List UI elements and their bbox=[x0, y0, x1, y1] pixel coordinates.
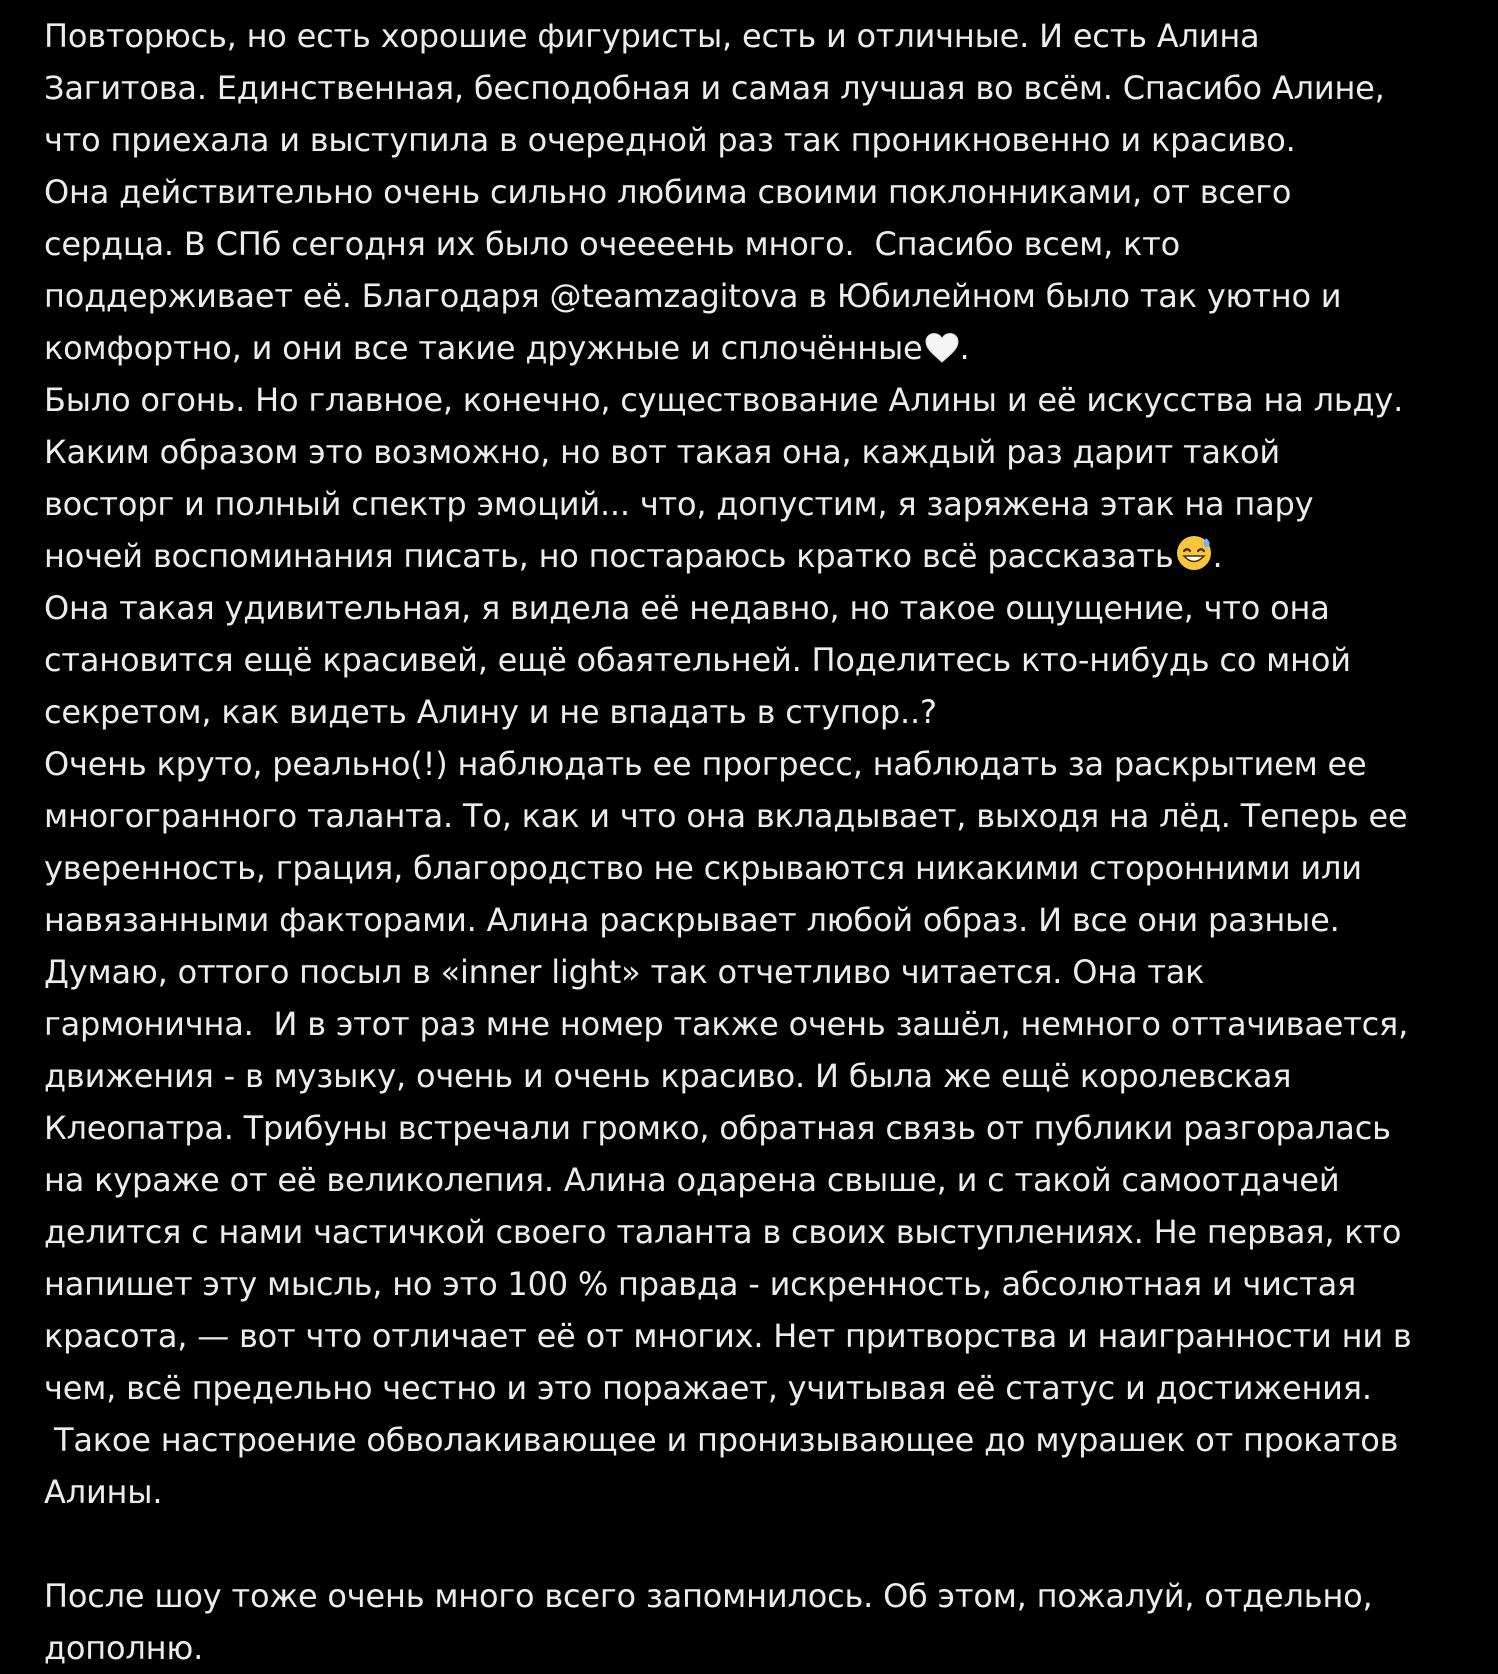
text-line-with-emoji bbox=[44, 530, 1464, 582]
text-segment: . bbox=[959, 329, 970, 367]
text-line: Алины. bbox=[44, 1473, 163, 1511]
text-line: делится с нами частичкой своего таланта в своих выступлениях. Не первая, кто bbox=[44, 1213, 1402, 1251]
text-line: Было огонь. Но главное, конечно, существование Алины и её искусства на льду. bbox=[44, 381, 1404, 419]
text-line: Клеопатра. Трибуны встречали громко, обратная связь от публики разгоралась bbox=[44, 1109, 1391, 1147]
text-line: уверенность, грация, благородство не скрываются никакими сторонними или bbox=[44, 849, 1362, 887]
text-line: движения - в музыку, очень и очень красиво. И была же ещё королевская bbox=[44, 1057, 1292, 1095]
white-heart-icon bbox=[924, 327, 960, 379]
text-line: Очень круто, реально(!) наблюдать ее прогресс, наблюдать за раскрытием ее bbox=[44, 745, 1367, 783]
text-segment: комфортно, и они все такие дружные и сплочённые bbox=[44, 329, 923, 367]
text-line: Такое настроение обволакивающее и пронизывающее до мурашек от прокатов bbox=[44, 1421, 1399, 1459]
text-line: Загитова. Единственная, бесподобная и самая лучшая во всём. Спасибо Алине, bbox=[44, 69, 1385, 107]
text-line: становится ещё красивей, ещё обаятельней. Поделитесь кто-нибудь со мной bbox=[44, 641, 1351, 679]
text-line: красота, — вот что отличает её от многих. Нет притворства и наигранности ни в bbox=[44, 1317, 1412, 1355]
text-line: После шоу тоже очень много всего запомнилось. Об этом, пожалуй, отдельно, bbox=[44, 1577, 1373, 1615]
text-segment: ночей воспоминания писать, но постараюсь кратко всё рассказать bbox=[44, 537, 1174, 575]
text-line: Она такая удивительная, я видела её недавно, но такое ощущение, что она bbox=[44, 589, 1330, 627]
note-text bbox=[44, 10, 1464, 1674]
text-line: дополню. bbox=[44, 1629, 204, 1667]
text-line: поддерживает её. Благодаря @teamzagitova в Юбилейном было так уютно и bbox=[44, 277, 1342, 315]
paragraph-gap bbox=[44, 1518, 1464, 1570]
text-line: напишет эту мысль, но это 100 % правда - искренность, абсолютная и чистая bbox=[44, 1265, 1357, 1303]
grinning-sweat-face-icon bbox=[1175, 534, 1213, 587]
text-line: гармонична. И в этот раз мне номер также очень зашёл, немного оттачивается, bbox=[44, 1005, 1409, 1043]
text-line: сердца. В СПб сегодня их было очеееень много. Спасибо всем, кто bbox=[44, 225, 1180, 263]
text-line: навязанными факторами. Алина раскрывает любой образ. И все они разные. bbox=[44, 901, 1340, 939]
text-line: секретом, как видеть Алину и не впадать в ступор..? bbox=[44, 693, 937, 731]
text-line: Думаю, оттого посыл в «inner light» так отчетливо читается. Она так bbox=[44, 953, 1205, 991]
text-line: чем, всё предельно честно и это поражает, учитывая её статус и достижения. bbox=[44, 1369, 1372, 1407]
text-line: Повторюсь, но есть хорошие фигуристы, есть и отличные. И есть Алина bbox=[44, 17, 1260, 55]
text-line: восторг и полный спектр эмоций... что, допустим, я заряжена этак на пару bbox=[44, 485, 1314, 523]
text-line: на кураже от её великолепия. Алина одарена свыше, и с такой самоотдачей bbox=[44, 1161, 1340, 1199]
text-line: Она действительно очень сильно любима своими поклонниками, от всего bbox=[44, 173, 1292, 211]
text-line-with-heart bbox=[44, 322, 1464, 374]
text-segment: . bbox=[1212, 537, 1223, 575]
text-line: Каким образом это возможно, но вот такая она, каждый раз дарит такой bbox=[44, 433, 1280, 471]
text-line: что приехала и выступила в очередной раз так проникновенно и красиво. bbox=[44, 121, 1296, 159]
text-line: многогранного таланта. То, как и что она вкладывает, выходя на лёд. Теперь ее bbox=[44, 797, 1408, 835]
